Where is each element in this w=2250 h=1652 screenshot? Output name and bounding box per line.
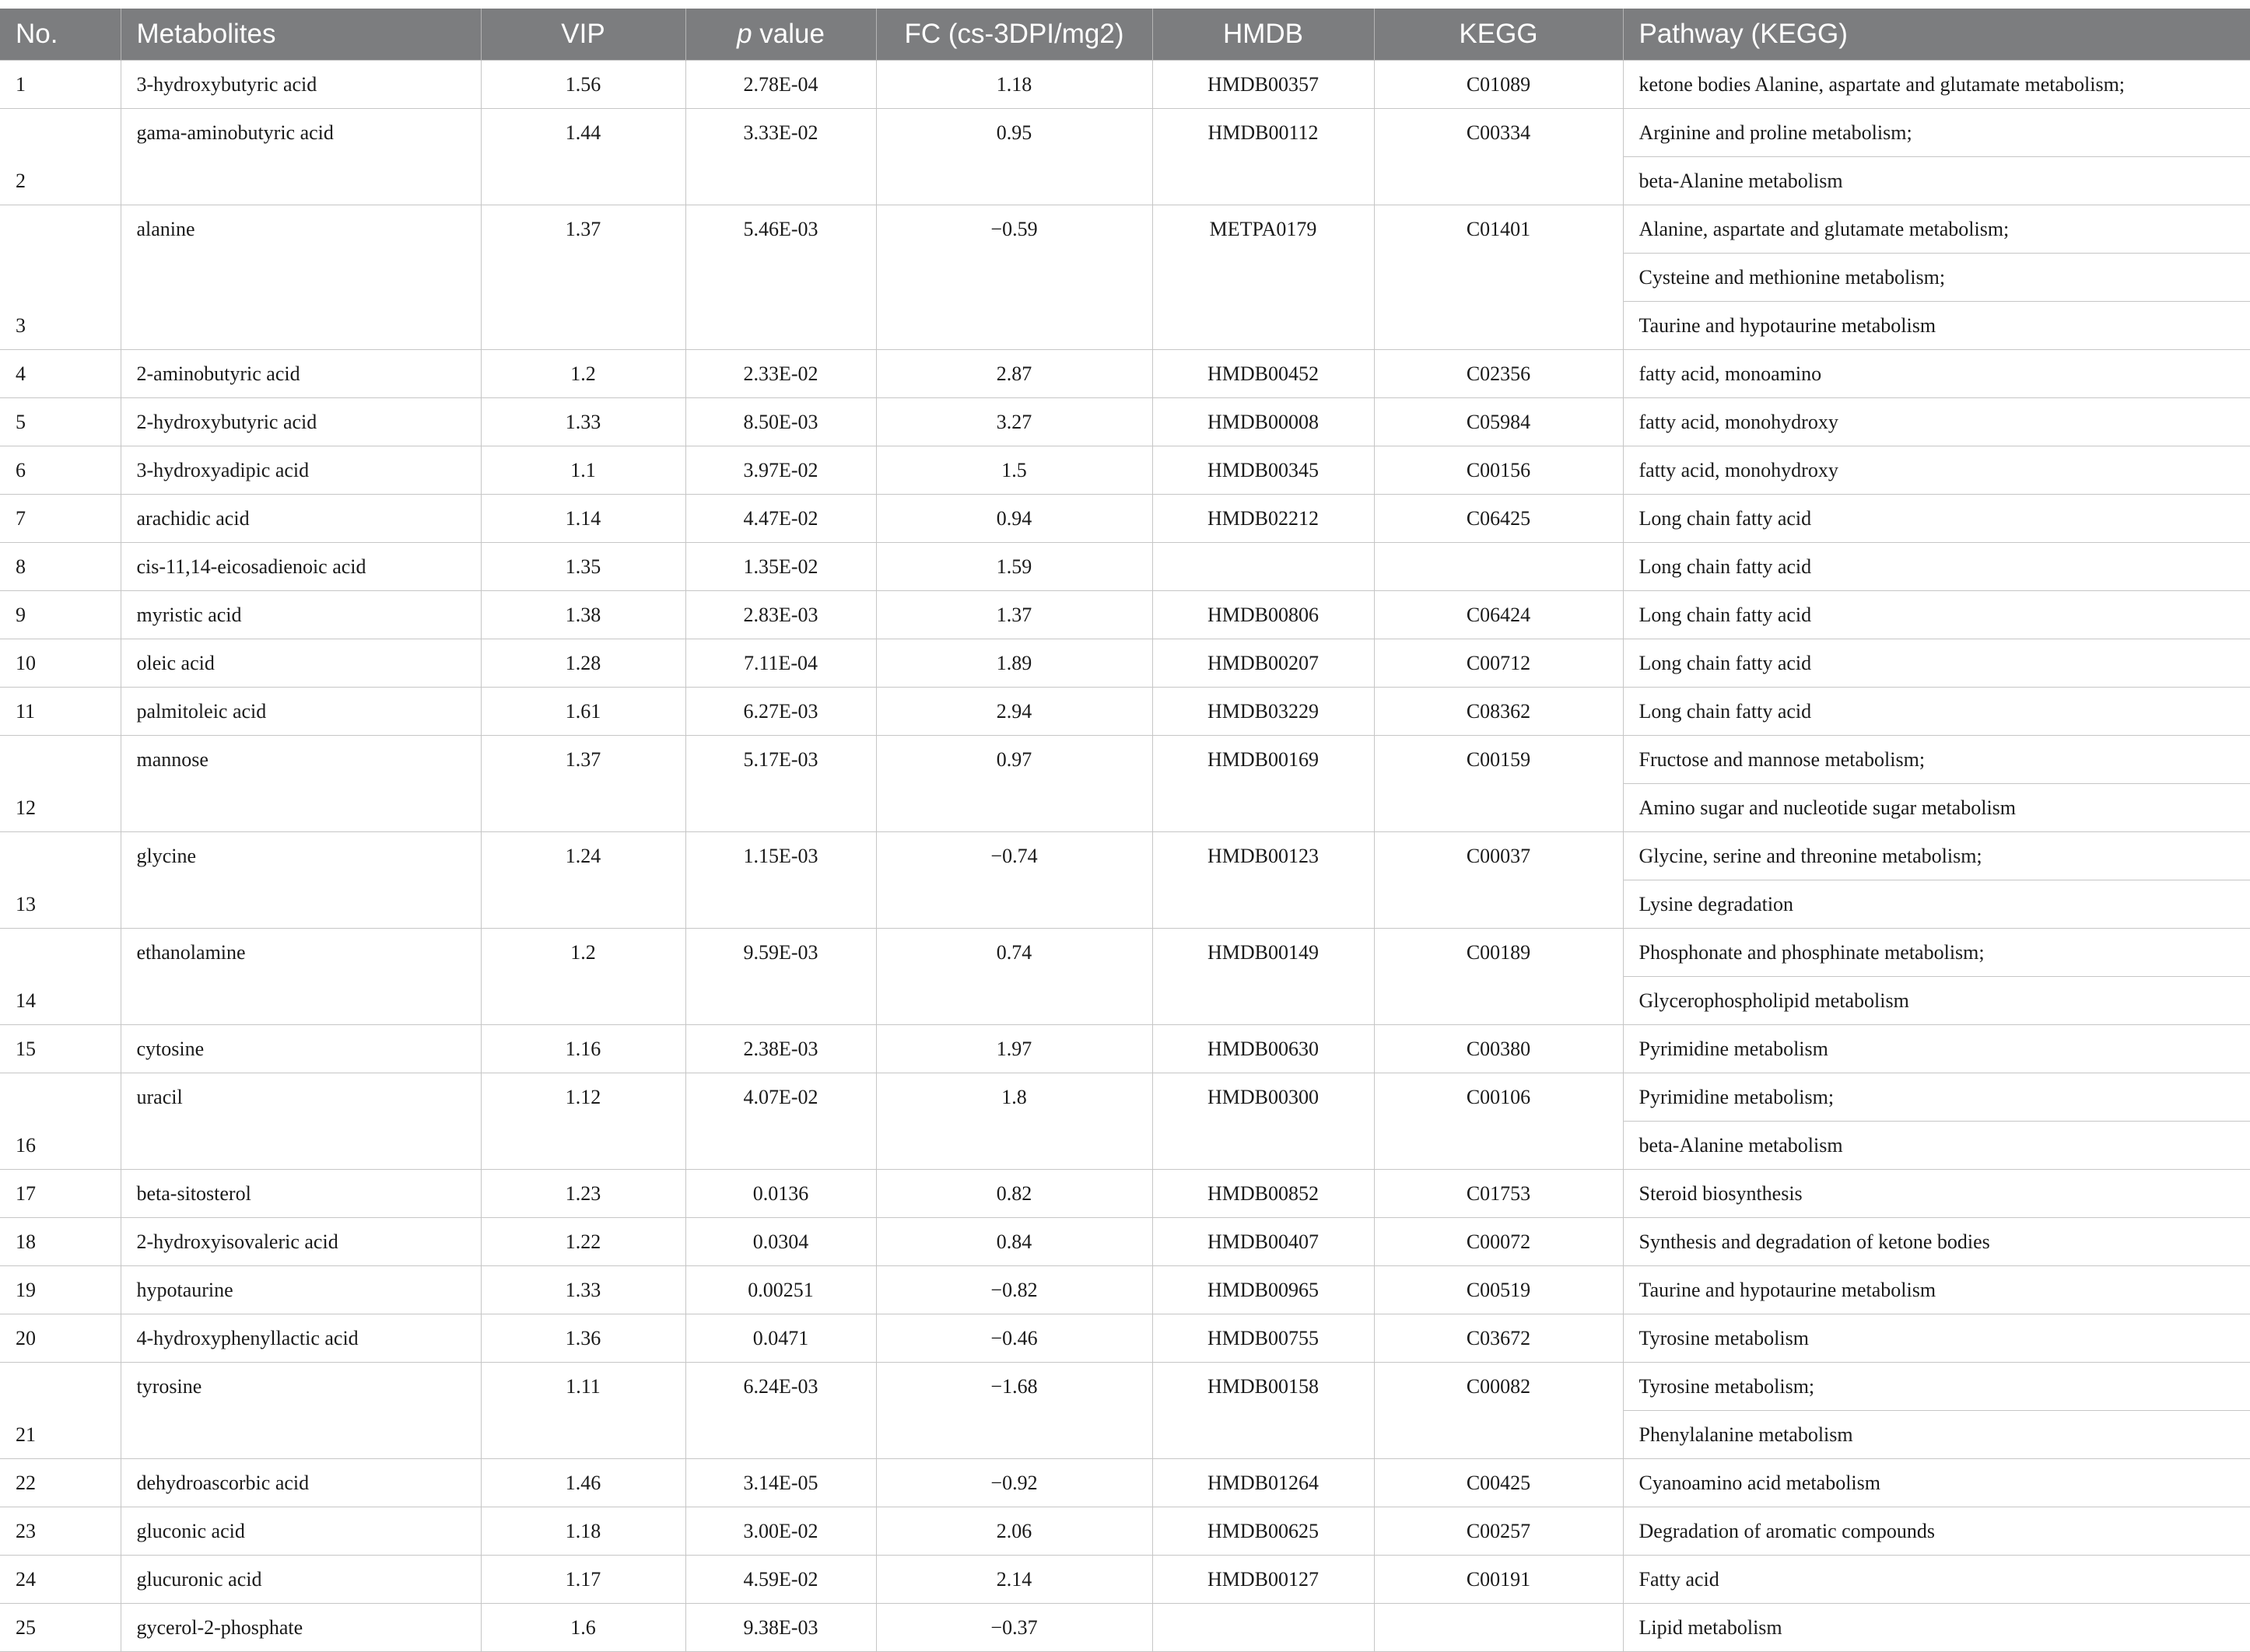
p-value: 9.59E-03 — [685, 928, 876, 1024]
pathway-entry: Steroid biosynthesis — [1639, 1170, 2235, 1217]
vip-value: 1.24 — [481, 831, 685, 928]
p-value: 7.11E-04 — [685, 639, 876, 687]
fc-value: 3.27 — [876, 397, 1152, 446]
kegg-id: C01401 — [1374, 205, 1623, 349]
hmdb-id: HMDB02212 — [1152, 494, 1374, 542]
pathway-entry: Glycine, serine and threonine metabolism; — [1639, 832, 2235, 880]
metabolite-name: oleic acid — [121, 639, 481, 687]
p-value: 3.33E-02 — [685, 108, 876, 205]
vip-value: 1.22 — [481, 1217, 685, 1265]
row-number: 24 — [0, 1555, 121, 1603]
kegg-id: C05984 — [1374, 397, 1623, 446]
vip-value: 1.12 — [481, 1073, 685, 1169]
hmdb-id: HMDB00630 — [1152, 1024, 1374, 1073]
hmdb-id: HMDB00149 — [1152, 928, 1374, 1024]
pathway-cell — [1623, 1314, 2250, 1362]
hmdb-id: HMDB00127 — [1152, 1555, 1374, 1603]
kegg-id: C01089 — [1374, 60, 1623, 108]
table-row — [0, 590, 2250, 639]
table-row — [0, 1507, 2250, 1555]
vip-value: 1.36 — [481, 1314, 685, 1362]
metabolite-name: gycerol-2-phosphate — [121, 1603, 481, 1651]
metabolite-name: tyrosine — [121, 1362, 481, 1458]
pathway-entry: Fructose and mannose metabolism; — [1639, 736, 2235, 783]
fc-value: −0.82 — [876, 1265, 1152, 1314]
header-pathway: Pathway (KEGG) — [1623, 9, 2250, 60]
row-number: 11 — [0, 687, 121, 735]
pathway-cell — [1623, 205, 2250, 349]
fc-value: 2.87 — [876, 349, 1152, 397]
p-value: 5.17E-03 — [685, 735, 876, 831]
table-row — [0, 639, 2250, 687]
vip-value: 1.1 — [481, 446, 685, 494]
row-number: 25 — [0, 1603, 121, 1651]
vip-value: 1.6 — [481, 1603, 685, 1651]
kegg-id: C00072 — [1374, 1217, 1623, 1265]
p-value: 5.46E-03 — [685, 205, 876, 349]
pathway-cell — [1623, 1169, 2250, 1217]
pathway-cell — [1623, 446, 2250, 494]
table-row — [0, 397, 2250, 446]
pathway-entry: Phenylalanine metabolism — [1624, 1410, 2250, 1458]
metabolite-name: glycine — [121, 831, 481, 928]
pathway-entry: Cysteine and methionine metabolism; — [1624, 253, 2250, 301]
p-value: 0.0136 — [685, 1169, 876, 1217]
pathway-cell — [1623, 1024, 2250, 1073]
fc-value: −0.74 — [876, 831, 1152, 928]
fc-value: −0.92 — [876, 1458, 1152, 1507]
pathway-cell — [1623, 831, 2250, 928]
table-row — [0, 205, 2250, 349]
p-value: 2.33E-02 — [685, 349, 876, 397]
table-row — [0, 1024, 2250, 1073]
fc-value: 0.84 — [876, 1217, 1152, 1265]
pathway-entry: Degradation of aromatic compounds — [1639, 1507, 2235, 1555]
row-number: 10 — [0, 639, 121, 687]
kegg-id: C00082 — [1374, 1362, 1623, 1458]
metabolite-name: glucuronic acid — [121, 1555, 481, 1603]
pathway-cell — [1623, 639, 2250, 687]
fc-value: 1.89 — [876, 639, 1152, 687]
row-number: 12 — [0, 735, 121, 831]
table-row — [0, 1603, 2250, 1651]
row-number: 13 — [0, 831, 121, 928]
kegg-id: C00425 — [1374, 1458, 1623, 1507]
row-number: 8 — [0, 542, 121, 590]
pathway-entry: Cyanoamino acid metabolism — [1639, 1459, 2235, 1507]
metabolite-name: alanine — [121, 205, 481, 349]
kegg-id: C00380 — [1374, 1024, 1623, 1073]
header-metabolites: Metabolites — [121, 9, 481, 60]
pathway-entry: Pyrimidine metabolism — [1639, 1025, 2235, 1073]
fc-value: 0.82 — [876, 1169, 1152, 1217]
table-row — [0, 1265, 2250, 1314]
fc-value: −1.68 — [876, 1362, 1152, 1458]
kegg-id: C00257 — [1374, 1507, 1623, 1555]
row-number: 7 — [0, 494, 121, 542]
kegg-id: C02356 — [1374, 349, 1623, 397]
kegg-id: C08362 — [1374, 687, 1623, 735]
hmdb-id — [1152, 1603, 1374, 1651]
pathway-entry: Fatty acid — [1639, 1556, 2235, 1603]
pathway-cell — [1623, 1073, 2250, 1169]
vip-value: 1.2 — [481, 928, 685, 1024]
metabolite-name: 3-hydroxyadipic acid — [121, 446, 481, 494]
table-row — [0, 1555, 2250, 1603]
kegg-id — [1374, 542, 1623, 590]
vip-value: 1.11 — [481, 1362, 685, 1458]
header-p-suffix: value — [752, 19, 825, 49]
metabolite-name: mannose — [121, 735, 481, 831]
header-row — [0, 9, 2250, 60]
hmdb-id: HMDB00112 — [1152, 108, 1374, 205]
fc-value: 2.94 — [876, 687, 1152, 735]
kegg-id: C00106 — [1374, 1073, 1623, 1169]
p-value: 2.38E-03 — [685, 1024, 876, 1073]
kegg-id: C06424 — [1374, 590, 1623, 639]
table-row — [0, 60, 2250, 108]
fc-value: 0.95 — [876, 108, 1152, 205]
fc-value: 0.74 — [876, 928, 1152, 1024]
pathway-entry: Long chain fatty acid — [1639, 688, 2235, 735]
row-number: 15 — [0, 1024, 121, 1073]
pathway-entry: beta-Alanine metabolism — [1624, 156, 2250, 205]
table-row — [0, 831, 2250, 928]
row-number: 21 — [0, 1362, 121, 1458]
p-value: 6.24E-03 — [685, 1362, 876, 1458]
row-number: 1 — [0, 60, 121, 108]
row-number: 19 — [0, 1265, 121, 1314]
row-number: 17 — [0, 1169, 121, 1217]
header-hmdb: HMDB — [1152, 9, 1374, 60]
row-number: 22 — [0, 1458, 121, 1507]
metabolite-name: gluconic acid — [121, 1507, 481, 1555]
hmdb-id: HMDB03229 — [1152, 687, 1374, 735]
table-row — [0, 349, 2250, 397]
kegg-id: C00156 — [1374, 446, 1623, 494]
p-value: 8.50E-03 — [685, 397, 876, 446]
row-number: 2 — [0, 108, 121, 205]
pathway-cell — [1623, 928, 2250, 1024]
table-body — [0, 60, 2250, 1651]
table-row — [0, 687, 2250, 735]
pathway-cell — [1623, 1362, 2250, 1458]
vip-value: 1.16 — [481, 1024, 685, 1073]
hmdb-id: HMDB00123 — [1152, 831, 1374, 928]
fc-value: −0.46 — [876, 1314, 1152, 1362]
pathway-entry: Long chain fatty acid — [1639, 591, 2235, 639]
metabolite-name: cytosine — [121, 1024, 481, 1073]
metabolite-name: beta-sitosterol — [121, 1169, 481, 1217]
hmdb-id: HMDB00169 — [1152, 735, 1374, 831]
kegg-id: C00159 — [1374, 735, 1623, 831]
hmdb-id: HMDB00852 — [1152, 1169, 1374, 1217]
table-row — [0, 1073, 2250, 1169]
hmdb-id: HMDB00625 — [1152, 1507, 1374, 1555]
p-value: 2.78E-04 — [685, 60, 876, 108]
table-row — [0, 928, 2250, 1024]
hmdb-id: HMDB00452 — [1152, 349, 1374, 397]
p-value: 0.00251 — [685, 1265, 876, 1314]
pathway-cell — [1623, 1555, 2250, 1603]
pathway-cell — [1623, 1458, 2250, 1507]
pathway-cell — [1623, 108, 2250, 205]
table-row — [0, 108, 2250, 205]
table-row — [0, 1314, 2250, 1362]
fc-value: 1.97 — [876, 1024, 1152, 1073]
pathway-entry: Taurine and hypotaurine metabolism — [1624, 301, 2250, 349]
header-no: No. — [0, 9, 121, 60]
hmdb-id: METPA0179 — [1152, 205, 1374, 349]
vip-value: 1.46 — [481, 1458, 685, 1507]
table-row — [0, 735, 2250, 831]
kegg-id — [1374, 1603, 1623, 1651]
vip-value: 1.33 — [481, 1265, 685, 1314]
kegg-id: C00519 — [1374, 1265, 1623, 1314]
hmdb-id: HMDB00345 — [1152, 446, 1374, 494]
row-number: 3 — [0, 205, 121, 349]
fc-value: 1.59 — [876, 542, 1152, 590]
table-row — [0, 1458, 2250, 1507]
pathway-entry: Arginine and proline metabolism; — [1639, 109, 2235, 156]
header-p-italic: p — [737, 19, 752, 49]
pathway-entry: Phosphonate and phosphinate metabolism; — [1639, 929, 2235, 976]
row-number: 9 — [0, 590, 121, 639]
hmdb-id: HMDB00008 — [1152, 397, 1374, 446]
table-header — [0, 9, 2250, 60]
metabolite-name: 2-hydroxybutyric acid — [121, 397, 481, 446]
pathway-cell — [1623, 494, 2250, 542]
pathway-entry: Pyrimidine metabolism; — [1639, 1073, 2235, 1121]
pathway-entry: Tyrosine metabolism; — [1639, 1363, 2235, 1410]
vip-value: 1.14 — [481, 494, 685, 542]
fc-value: 0.94 — [876, 494, 1152, 542]
pathway-entry: Long chain fatty acid — [1639, 543, 2235, 590]
row-number: 16 — [0, 1073, 121, 1169]
hmdb-id: HMDB00965 — [1152, 1265, 1374, 1314]
fc-value: −0.37 — [876, 1603, 1152, 1651]
p-value: 4.07E-02 — [685, 1073, 876, 1169]
row-number: 6 — [0, 446, 121, 494]
p-value: 6.27E-03 — [685, 687, 876, 735]
vip-value: 1.38 — [481, 590, 685, 639]
vip-value: 1.18 — [481, 1507, 685, 1555]
pathway-cell — [1623, 349, 2250, 397]
vip-value: 1.37 — [481, 205, 685, 349]
hmdb-id: HMDB01264 — [1152, 1458, 1374, 1507]
pathway-entry: fatty acid, monohydroxy — [1639, 446, 2235, 494]
p-value: 3.97E-02 — [685, 446, 876, 494]
pathway-cell — [1623, 590, 2250, 639]
kegg-id: C00334 — [1374, 108, 1623, 205]
metabolite-name: uracil — [121, 1073, 481, 1169]
vip-value: 1.61 — [481, 687, 685, 735]
pathway-cell — [1623, 1603, 2250, 1651]
kegg-id: C00037 — [1374, 831, 1623, 928]
kegg-id: C00189 — [1374, 928, 1623, 1024]
pathway-entry: fatty acid, monohydroxy — [1639, 398, 2235, 446]
p-value: 4.47E-02 — [685, 494, 876, 542]
row-number: 18 — [0, 1217, 121, 1265]
kegg-id: C00191 — [1374, 1555, 1623, 1603]
pathway-entry: Long chain fatty acid — [1639, 639, 2235, 687]
pathway-entry: Taurine and hypotaurine metabolism — [1639, 1266, 2235, 1314]
metabolite-name: gama-aminobutyric acid — [121, 108, 481, 205]
vip-value: 1.33 — [481, 397, 685, 446]
row-number: 14 — [0, 928, 121, 1024]
pathway-entry: Amino sugar and nucleotide sugar metabolism — [1624, 783, 2250, 831]
fc-value: 1.18 — [876, 60, 1152, 108]
kegg-id: C06425 — [1374, 494, 1623, 542]
p-value: 3.14E-05 — [685, 1458, 876, 1507]
p-value: 3.00E-02 — [685, 1507, 876, 1555]
metabolite-name: 3-hydroxybutyric acid — [121, 60, 481, 108]
hmdb-id: HMDB00357 — [1152, 60, 1374, 108]
table-row — [0, 1362, 2250, 1458]
pathway-entry: fatty acid, monoamino — [1639, 350, 2235, 397]
pathway-cell — [1623, 687, 2250, 735]
header-vip: VIP — [481, 9, 685, 60]
vip-value: 1.44 — [481, 108, 685, 205]
metabolite-name: cis-11,14-eicosadienoic acid — [121, 542, 481, 590]
p-value: 0.0304 — [685, 1217, 876, 1265]
fc-value: 1.5 — [876, 446, 1152, 494]
vip-value: 1.23 — [481, 1169, 685, 1217]
pathway-cell — [1623, 1217, 2250, 1265]
fc-value: 2.06 — [876, 1507, 1152, 1555]
p-value: 2.83E-03 — [685, 590, 876, 639]
metabolite-name: 2-aminobutyric acid — [121, 349, 481, 397]
row-number: 20 — [0, 1314, 121, 1362]
metabolite-name: myristic acid — [121, 590, 481, 639]
pathway-entry: beta-Alanine metabolism — [1624, 1121, 2250, 1169]
header-fc: FC (cs-3DPI/mg2) — [876, 9, 1152, 60]
hmdb-id: HMDB00300 — [1152, 1073, 1374, 1169]
table-row — [0, 542, 2250, 590]
p-value: 1.15E-03 — [685, 831, 876, 928]
table-row — [0, 446, 2250, 494]
fc-value: 1.8 — [876, 1073, 1152, 1169]
vip-value: 1.2 — [481, 349, 685, 397]
vip-value: 1.28 — [481, 639, 685, 687]
pathway-cell — [1623, 1507, 2250, 1555]
fc-value: −0.59 — [876, 205, 1152, 349]
kegg-id: C03672 — [1374, 1314, 1623, 1362]
fc-value: 2.14 — [876, 1555, 1152, 1603]
row-number: 4 — [0, 349, 121, 397]
metabolites-table — [0, 9, 2250, 1652]
metabolite-name: hypotaurine — [121, 1265, 481, 1314]
table-row — [0, 494, 2250, 542]
fc-value: 1.37 — [876, 590, 1152, 639]
metabolite-name: 4-hydroxyphenyllactic acid — [121, 1314, 481, 1362]
hmdb-id: HMDB00806 — [1152, 590, 1374, 639]
pathway-entry: Lysine degradation — [1624, 880, 2250, 928]
pathway-entry: ketone bodies Alanine, aspartate and glutamate metabolism; — [1639, 61, 2235, 108]
p-value: 9.38E-03 — [685, 1603, 876, 1651]
hmdb-id: HMDB00755 — [1152, 1314, 1374, 1362]
header-kegg: KEGG — [1374, 9, 1623, 60]
p-value: 4.59E-02 — [685, 1555, 876, 1603]
fc-value: 0.97 — [876, 735, 1152, 831]
vip-value: 1.56 — [481, 60, 685, 108]
kegg-id: C01753 — [1374, 1169, 1623, 1217]
pathway-entry: Tyrosine metabolism — [1639, 1314, 2235, 1362]
vip-value: 1.37 — [481, 735, 685, 831]
p-value: 1.35E-02 — [685, 542, 876, 590]
pathway-entry: Synthesis and degradation of ketone bodies — [1639, 1218, 2235, 1265]
pathway-entry: Alanine, aspartate and glutamate metabolism; — [1639, 205, 2235, 253]
p-value: 0.0471 — [685, 1314, 876, 1362]
metabolite-name: arachidic acid — [121, 494, 481, 542]
pathway-cell — [1623, 397, 2250, 446]
hmdb-id: HMDB00207 — [1152, 639, 1374, 687]
metabolite-name: dehydroascorbic acid — [121, 1458, 481, 1507]
pathway-cell — [1623, 735, 2250, 831]
pathway-entry: Glycerophospholipid metabolism — [1624, 976, 2250, 1024]
table-row — [0, 1217, 2250, 1265]
hmdb-id: HMDB00158 — [1152, 1362, 1374, 1458]
metabolite-name: 2-hydroxyisovaleric acid — [121, 1217, 481, 1265]
header-p-value — [685, 9, 876, 60]
row-number: 5 — [0, 397, 121, 446]
vip-value: 1.35 — [481, 542, 685, 590]
metabolite-name: ethanolamine — [121, 928, 481, 1024]
pathway-entry: Long chain fatty acid — [1639, 495, 2235, 542]
hmdb-id — [1152, 542, 1374, 590]
row-number: 23 — [0, 1507, 121, 1555]
pathway-cell — [1623, 1265, 2250, 1314]
pathway-cell — [1623, 542, 2250, 590]
table-row — [0, 1169, 2250, 1217]
vip-value: 1.17 — [481, 1555, 685, 1603]
pathway-cell — [1623, 60, 2250, 108]
hmdb-id: HMDB00407 — [1152, 1217, 1374, 1265]
pathway-entry: Lipid metabolism — [1639, 1604, 2235, 1651]
kegg-id: C00712 — [1374, 639, 1623, 687]
metabolite-name: palmitoleic acid — [121, 687, 481, 735]
